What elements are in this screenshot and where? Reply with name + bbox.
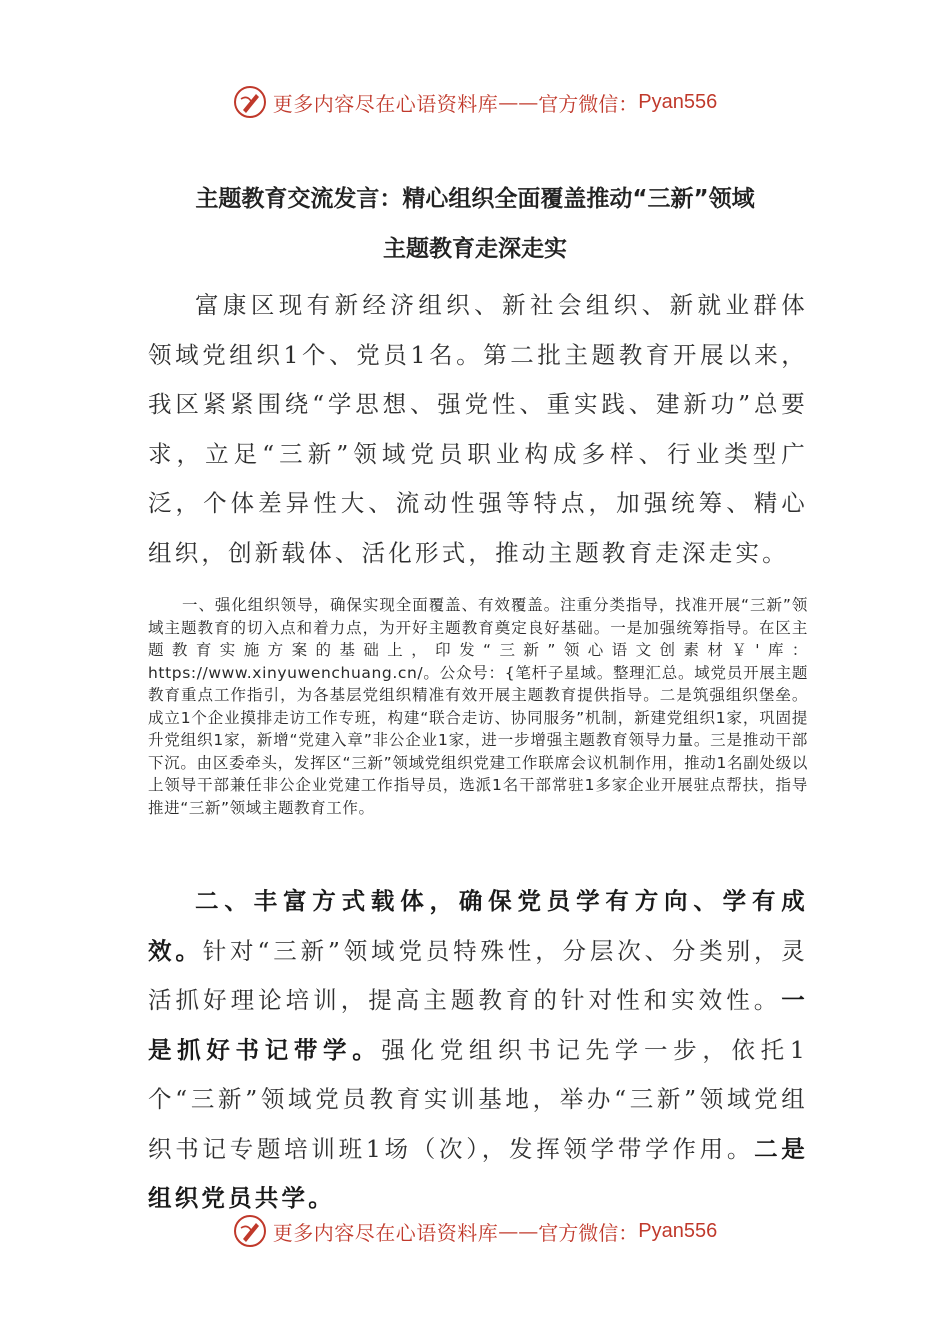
section2-heading: 二、丰富方式载体，确保党员学有方向、学有成效。 [148,887,808,965]
watermark-label: 官方微信： [538,1220,639,1245]
watermark-text: 更多内容尽在心语资料库 [272,91,499,116]
section1-paragraph: 一、强化组织领导，确保实现全面覆盖、有效覆盖。注重分类指导，找准开展“三新”领域主题教育的切入点和着力点，为开好主题教育奠定良好基础。一是加强统筹指导。在区主题教育实施方案的基础上，印发“三新”领心语文创素材￥'库：https://www.xinyuwenchuang.cn/。公众号：{笔杆子星域。整理汇总。域党员开展主题教育重点工作指引，为各基层党组织精准有效开展主题教育提供指导。二是筑强组织堡垒。成立1个企业摸排走访工作专班，构建“联合走访、协同服务”机制，新建党组织1家，巩固提升党组织1家，新增“党建入章”非公企业1家，进一步增强主题教育领导力量。三是推动干部下沉。由区委牵头，发挥区“三新”领域党组织党建工作联席会议机制作用，推动1名副处级以上领导干部兼任非公企业党建工作指导员，选派1名干部常驻1多家企业开展驻点帮扶，指导推进“三新”领域主题教育工作。 [148,596,808,817]
watermark-footer [0,1211,950,1251]
watermark-separator: —— [498,90,539,114]
intro-paragraph: 富康区现有新经济组织、新社会组织、新就业群体领域党组织1个、党员1名。第二批主题教育开展以来，我区紧紧围绕“学思想、强党性、重实践、建新功”总要求，立足“三新”领域党员职业构成多样、行业类型广泛，个体差异性大、流动性强等特点，加强统筹、精心组织，创新载体、活化形式，推动主题教育走深走实。 [148,291,808,567]
pen-logo-icon [233,1214,267,1248]
watermark-id: Pyan556 [638,1219,718,1242]
watermark-separator: —— [498,1219,539,1243]
section2-sub1: 一是抓好书记带学。 [148,986,808,1064]
doc-title-line1: 主题教育交流发言：精心组织全面覆盖推动“三新”领域 [195,186,755,212]
pen-logo-icon [233,85,267,119]
section2-text2: 强化党组织书记先学一步，依托1个“三新”领域党员教育实训基地，举办“三新”领域党组织书记专题培训班1场（次），发挥领学带学作用。 [148,1035,808,1163]
section2-sub2: 二是组织党员共学。 [148,1134,808,1212]
watermark-label: 官方微信： [538,91,639,116]
section2-text1: 针对“三新”领域党员特殊性，分层次、分类别，灵活抓好理论培训，提高主题教育的针对性和实效性。 [148,936,808,1014]
watermark-header [0,82,950,122]
doc-title-line2: 主题教育走深走实 [383,236,567,262]
section2-paragraph [148,877,808,1224]
watermark-id: Pyan556 [638,90,718,113]
watermark-text: 更多内容尽在心语资料库 [272,1220,499,1245]
